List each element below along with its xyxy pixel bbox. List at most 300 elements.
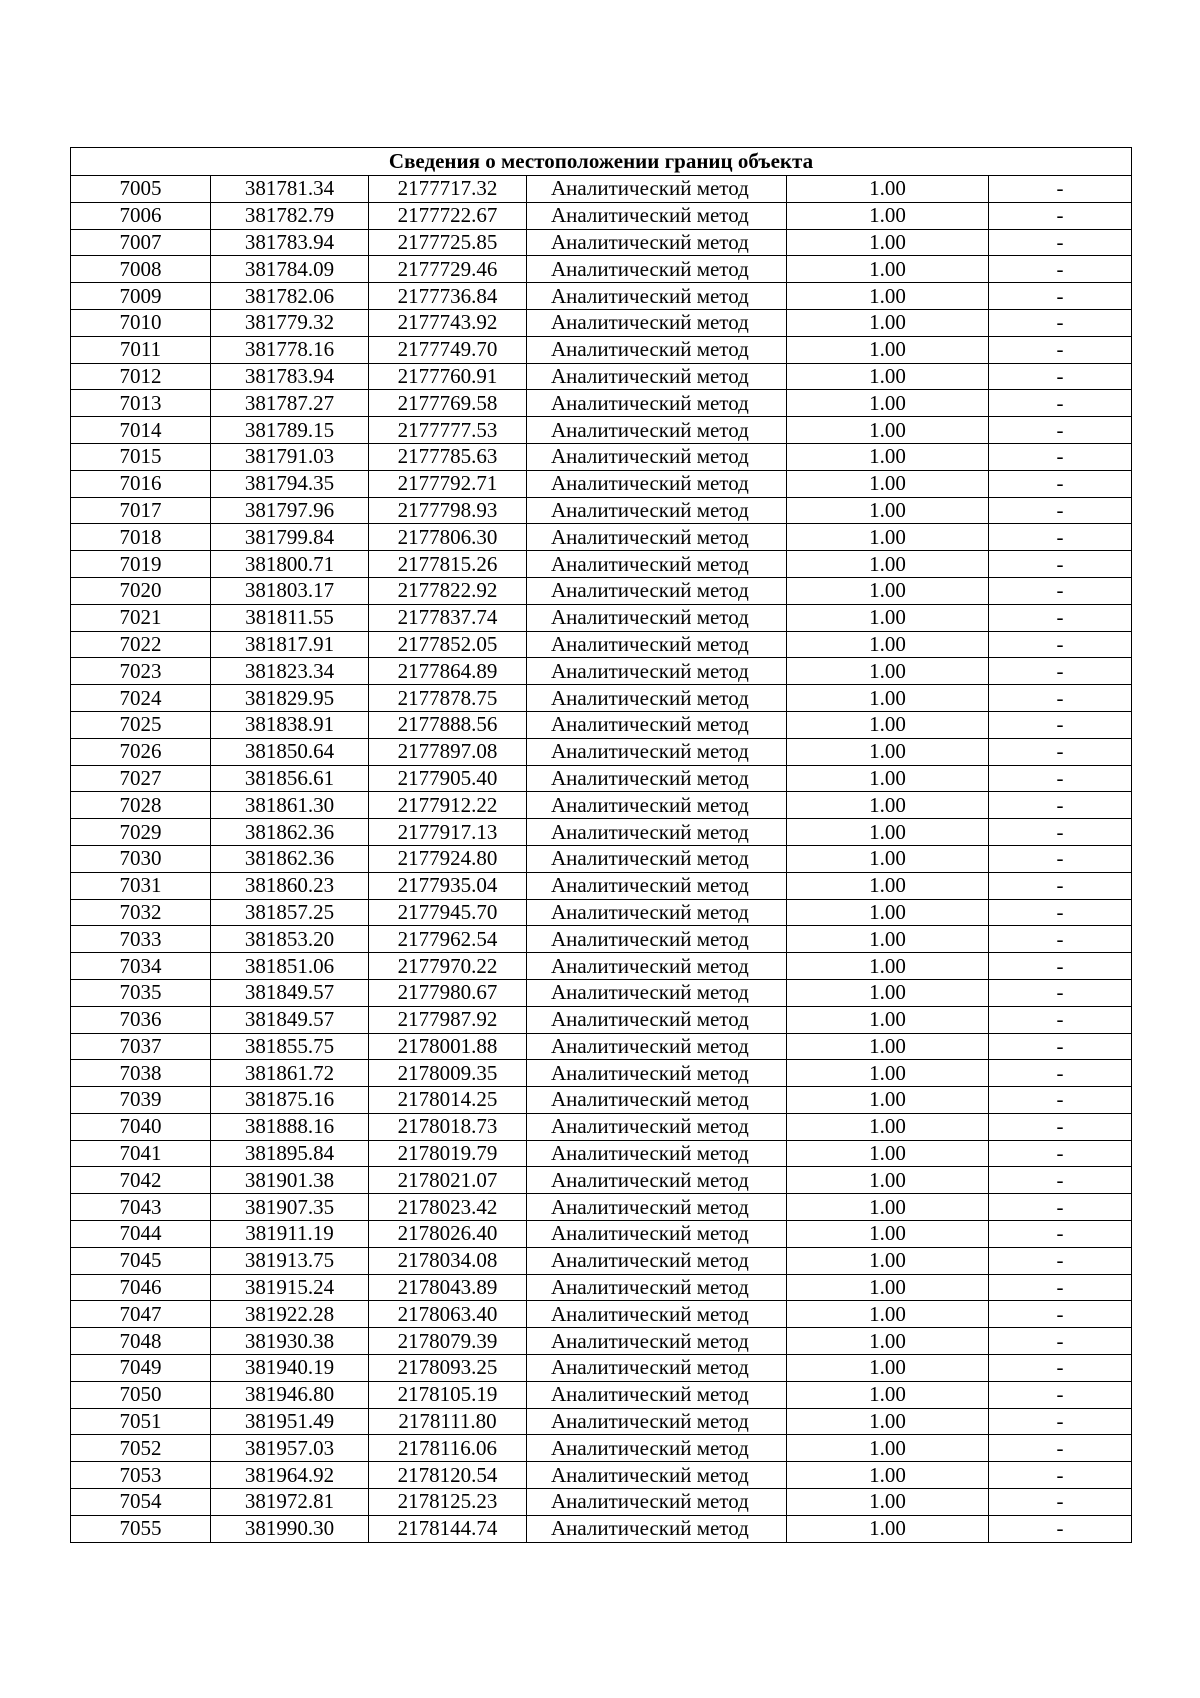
description-cell: - bbox=[989, 336, 1132, 363]
y-coordinate-cell: 2178063.40 bbox=[369, 1301, 527, 1328]
accuracy-cell: 1.00 bbox=[787, 1033, 989, 1060]
y-coordinate-cell: 2178018.73 bbox=[369, 1113, 527, 1140]
y-coordinate-cell: 2178019.79 bbox=[369, 1140, 527, 1167]
point-number-cell: 7048 bbox=[71, 1328, 211, 1355]
accuracy-cell: 1.00 bbox=[787, 631, 989, 658]
y-coordinate-cell: 2177987.92 bbox=[369, 1006, 527, 1033]
accuracy-cell: 1.00 bbox=[787, 658, 989, 685]
table-row bbox=[71, 1515, 1132, 1542]
point-number-cell: 7052 bbox=[71, 1435, 211, 1462]
accuracy-cell: 1.00 bbox=[787, 577, 989, 604]
table-row bbox=[71, 1435, 1132, 1462]
x-coordinate-cell: 381817.91 bbox=[211, 631, 369, 658]
description-cell: - bbox=[989, 417, 1132, 444]
method-cell: Аналитический метод bbox=[527, 926, 787, 953]
description-cell: - bbox=[989, 1381, 1132, 1408]
point-number-cell: 7039 bbox=[71, 1087, 211, 1114]
description-cell: - bbox=[989, 283, 1132, 310]
method-cell: Аналитический метод bbox=[527, 711, 787, 738]
y-coordinate-cell: 2177806.30 bbox=[369, 524, 527, 551]
y-coordinate-cell: 2178043.89 bbox=[369, 1274, 527, 1301]
y-coordinate-cell: 2178026.40 bbox=[369, 1221, 527, 1248]
point-number-cell: 7037 bbox=[71, 1033, 211, 1060]
method-cell: Аналитический метод bbox=[527, 685, 787, 712]
y-coordinate-cell: 2177769.58 bbox=[369, 390, 527, 417]
x-coordinate-cell: 381811.55 bbox=[211, 604, 369, 631]
y-coordinate-cell: 2177743.92 bbox=[369, 309, 527, 336]
point-number-cell: 7053 bbox=[71, 1462, 211, 1489]
description-cell: - bbox=[989, 738, 1132, 765]
description-cell: - bbox=[989, 604, 1132, 631]
method-cell: Аналитический метод bbox=[527, 1301, 787, 1328]
x-coordinate-cell: 381964.92 bbox=[211, 1462, 369, 1489]
description-cell: - bbox=[989, 792, 1132, 819]
point-number-cell: 7017 bbox=[71, 497, 211, 524]
x-coordinate-cell: 381851.06 bbox=[211, 953, 369, 980]
y-coordinate-cell: 2178125.23 bbox=[369, 1489, 527, 1516]
table-row bbox=[71, 1355, 1132, 1382]
point-number-cell: 7047 bbox=[71, 1301, 211, 1328]
y-coordinate-cell: 2177935.04 bbox=[369, 872, 527, 899]
method-cell: Аналитический метод bbox=[527, 1435, 787, 1462]
x-coordinate-cell: 381972.81 bbox=[211, 1489, 369, 1516]
description-cell: - bbox=[989, 1301, 1132, 1328]
table-row bbox=[71, 1408, 1132, 1435]
accuracy-cell: 1.00 bbox=[787, 765, 989, 792]
x-coordinate-cell: 381781.34 bbox=[211, 176, 369, 203]
method-cell: Аналитический метод bbox=[527, 1033, 787, 1060]
y-coordinate-cell: 2177924.80 bbox=[369, 845, 527, 872]
point-number-cell: 7020 bbox=[71, 577, 211, 604]
y-coordinate-cell: 2178021.07 bbox=[369, 1167, 527, 1194]
point-number-cell: 7028 bbox=[71, 792, 211, 819]
table-row bbox=[71, 1060, 1132, 1087]
accuracy-cell: 1.00 bbox=[787, 792, 989, 819]
x-coordinate-cell: 381794.35 bbox=[211, 470, 369, 497]
description-cell: - bbox=[989, 390, 1132, 417]
accuracy-cell: 1.00 bbox=[787, 1462, 989, 1489]
description-cell: - bbox=[989, 1113, 1132, 1140]
method-cell: Аналитический метод bbox=[527, 1462, 787, 1489]
x-coordinate-cell: 381778.16 bbox=[211, 336, 369, 363]
x-coordinate-cell: 381853.20 bbox=[211, 926, 369, 953]
x-coordinate-cell: 381930.38 bbox=[211, 1328, 369, 1355]
table-row bbox=[71, 792, 1132, 819]
method-cell: Аналитический метод bbox=[527, 631, 787, 658]
table-row bbox=[71, 1194, 1132, 1221]
method-cell: Аналитический метод bbox=[527, 443, 787, 470]
accuracy-cell: 1.00 bbox=[787, 1113, 989, 1140]
table-row bbox=[71, 819, 1132, 846]
accuracy-cell: 1.00 bbox=[787, 738, 989, 765]
method-cell: Аналитический метод bbox=[527, 470, 787, 497]
point-number-cell: 7044 bbox=[71, 1221, 211, 1248]
y-coordinate-cell: 2178105.19 bbox=[369, 1381, 527, 1408]
x-coordinate-cell: 381855.75 bbox=[211, 1033, 369, 1060]
x-coordinate-cell: 381862.36 bbox=[211, 819, 369, 846]
y-coordinate-cell: 2178034.08 bbox=[369, 1247, 527, 1274]
description-cell: - bbox=[989, 658, 1132, 685]
y-coordinate-cell: 2177852.05 bbox=[369, 631, 527, 658]
point-number-cell: 7024 bbox=[71, 685, 211, 712]
method-cell: Аналитический метод bbox=[527, 765, 787, 792]
method-cell: Аналитический метод bbox=[527, 604, 787, 631]
description-cell: - bbox=[989, 1462, 1132, 1489]
accuracy-cell: 1.00 bbox=[787, 1515, 989, 1542]
point-number-cell: 7018 bbox=[71, 524, 211, 551]
accuracy-cell: 1.00 bbox=[787, 926, 989, 953]
method-cell: Аналитический метод bbox=[527, 551, 787, 578]
accuracy-cell: 1.00 bbox=[787, 1167, 989, 1194]
accuracy-cell: 1.00 bbox=[787, 256, 989, 283]
accuracy-cell: 1.00 bbox=[787, 309, 989, 336]
method-cell: Аналитический метод bbox=[527, 872, 787, 899]
method-cell: Аналитический метод bbox=[527, 336, 787, 363]
method-cell: Аналитический метод bbox=[527, 1221, 787, 1248]
accuracy-cell: 1.00 bbox=[787, 1140, 989, 1167]
table-row bbox=[71, 1381, 1132, 1408]
accuracy-cell: 1.00 bbox=[787, 604, 989, 631]
y-coordinate-cell: 2177980.67 bbox=[369, 979, 527, 1006]
table-row bbox=[71, 845, 1132, 872]
point-number-cell: 7008 bbox=[71, 256, 211, 283]
point-number-cell: 7041 bbox=[71, 1140, 211, 1167]
method-cell: Аналитический метод bbox=[527, 176, 787, 203]
description-cell: - bbox=[989, 1221, 1132, 1248]
y-coordinate-cell: 2177777.53 bbox=[369, 417, 527, 444]
x-coordinate-cell: 381951.49 bbox=[211, 1408, 369, 1435]
description-cell: - bbox=[989, 872, 1132, 899]
point-number-cell: 7055 bbox=[71, 1515, 211, 1542]
x-coordinate-cell: 381787.27 bbox=[211, 390, 369, 417]
y-coordinate-cell: 2177905.40 bbox=[369, 765, 527, 792]
table-row bbox=[71, 470, 1132, 497]
accuracy-cell: 1.00 bbox=[787, 1408, 989, 1435]
y-coordinate-cell: 2178009.35 bbox=[369, 1060, 527, 1087]
method-cell: Аналитический метод bbox=[527, 1247, 787, 1274]
description-cell: - bbox=[989, 765, 1132, 792]
description-cell: - bbox=[989, 176, 1132, 203]
y-coordinate-cell: 2178111.80 bbox=[369, 1408, 527, 1435]
description-cell: - bbox=[989, 1167, 1132, 1194]
table-row bbox=[71, 1140, 1132, 1167]
y-coordinate-cell: 2177736.84 bbox=[369, 283, 527, 310]
point-number-cell: 7014 bbox=[71, 417, 211, 444]
method-cell: Аналитический метод bbox=[527, 283, 787, 310]
point-number-cell: 7026 bbox=[71, 738, 211, 765]
point-number-cell: 7036 bbox=[71, 1006, 211, 1033]
table-row bbox=[71, 1489, 1132, 1516]
point-number-cell: 7016 bbox=[71, 470, 211, 497]
x-coordinate-cell: 381895.84 bbox=[211, 1140, 369, 1167]
description-cell: - bbox=[989, 1247, 1132, 1274]
x-coordinate-cell: 381888.16 bbox=[211, 1113, 369, 1140]
accuracy-cell: 1.00 bbox=[787, 1221, 989, 1248]
point-number-cell: 7012 bbox=[71, 363, 211, 390]
description-cell: - bbox=[989, 631, 1132, 658]
table-row bbox=[71, 1167, 1132, 1194]
y-coordinate-cell: 2177917.13 bbox=[369, 819, 527, 846]
boundary-coordinates-table bbox=[70, 147, 1132, 1543]
table-row bbox=[71, 283, 1132, 310]
x-coordinate-cell: 381860.23 bbox=[211, 872, 369, 899]
method-cell: Аналитический метод bbox=[527, 363, 787, 390]
table-row bbox=[71, 229, 1132, 256]
method-cell: Аналитический метод bbox=[527, 1140, 787, 1167]
x-coordinate-cell: 381829.95 bbox=[211, 685, 369, 712]
y-coordinate-cell: 2178093.25 bbox=[369, 1355, 527, 1382]
table-row bbox=[71, 1033, 1132, 1060]
y-coordinate-cell: 2177729.46 bbox=[369, 256, 527, 283]
x-coordinate-cell: 381907.35 bbox=[211, 1194, 369, 1221]
accuracy-cell: 1.00 bbox=[787, 1301, 989, 1328]
point-number-cell: 7025 bbox=[71, 711, 211, 738]
table-row bbox=[71, 1006, 1132, 1033]
table-row bbox=[71, 926, 1132, 953]
accuracy-cell: 1.00 bbox=[787, 953, 989, 980]
y-coordinate-cell: 2178014.25 bbox=[369, 1087, 527, 1114]
method-cell: Аналитический метод bbox=[527, 658, 787, 685]
table-row bbox=[71, 658, 1132, 685]
x-coordinate-cell: 381784.09 bbox=[211, 256, 369, 283]
table-row bbox=[71, 524, 1132, 551]
point-number-cell: 7013 bbox=[71, 390, 211, 417]
accuracy-cell: 1.00 bbox=[787, 845, 989, 872]
table-row bbox=[71, 1274, 1132, 1301]
y-coordinate-cell: 2177792.71 bbox=[369, 470, 527, 497]
method-cell: Аналитический метод bbox=[527, 202, 787, 229]
y-coordinate-cell: 2177864.89 bbox=[369, 658, 527, 685]
y-coordinate-cell: 2177837.74 bbox=[369, 604, 527, 631]
table-row bbox=[71, 631, 1132, 658]
description-cell: - bbox=[989, 470, 1132, 497]
description-cell: - bbox=[989, 845, 1132, 872]
method-cell: Аналитический метод bbox=[527, 390, 787, 417]
table-row bbox=[71, 872, 1132, 899]
description-cell: - bbox=[989, 685, 1132, 712]
table-row bbox=[71, 443, 1132, 470]
point-number-cell: 7031 bbox=[71, 872, 211, 899]
method-cell: Аналитический метод bbox=[527, 1328, 787, 1355]
method-cell: Аналитический метод bbox=[527, 1167, 787, 1194]
y-coordinate-cell: 2177897.08 bbox=[369, 738, 527, 765]
point-number-cell: 7023 bbox=[71, 658, 211, 685]
table-row bbox=[71, 604, 1132, 631]
table-row bbox=[71, 1247, 1132, 1274]
point-number-cell: 7010 bbox=[71, 309, 211, 336]
method-cell: Аналитический метод bbox=[527, 1408, 787, 1435]
x-coordinate-cell: 381849.57 bbox=[211, 1006, 369, 1033]
method-cell: Аналитический метод bbox=[527, 256, 787, 283]
y-coordinate-cell: 2177970.22 bbox=[369, 953, 527, 980]
y-coordinate-cell: 2178144.74 bbox=[369, 1515, 527, 1542]
table-row bbox=[71, 1113, 1132, 1140]
description-cell: - bbox=[989, 1006, 1132, 1033]
description-cell: - bbox=[989, 819, 1132, 846]
x-coordinate-cell: 381875.16 bbox=[211, 1087, 369, 1114]
method-cell: Аналитический метод bbox=[527, 1355, 787, 1382]
description-cell: - bbox=[989, 926, 1132, 953]
point-number-cell: 7019 bbox=[71, 551, 211, 578]
description-cell: - bbox=[989, 979, 1132, 1006]
method-cell: Аналитический метод bbox=[527, 1113, 787, 1140]
y-coordinate-cell: 2178023.42 bbox=[369, 1194, 527, 1221]
table-row bbox=[71, 309, 1132, 336]
x-coordinate-cell: 381803.17 bbox=[211, 577, 369, 604]
x-coordinate-cell: 381789.15 bbox=[211, 417, 369, 444]
description-cell: - bbox=[989, 443, 1132, 470]
x-coordinate-cell: 381783.94 bbox=[211, 229, 369, 256]
table-row bbox=[71, 363, 1132, 390]
description-cell: - bbox=[989, 1087, 1132, 1114]
point-number-cell: 7046 bbox=[71, 1274, 211, 1301]
accuracy-cell: 1.00 bbox=[787, 711, 989, 738]
method-cell: Аналитический метод bbox=[527, 497, 787, 524]
point-number-cell: 7007 bbox=[71, 229, 211, 256]
accuracy-cell: 1.00 bbox=[787, 1274, 989, 1301]
method-cell: Аналитический метод bbox=[527, 738, 787, 765]
method-cell: Аналитический метод bbox=[527, 1381, 787, 1408]
table-row bbox=[71, 551, 1132, 578]
table-row bbox=[71, 202, 1132, 229]
y-coordinate-cell: 2178120.54 bbox=[369, 1462, 527, 1489]
x-coordinate-cell: 381856.61 bbox=[211, 765, 369, 792]
accuracy-cell: 1.00 bbox=[787, 283, 989, 310]
point-number-cell: 7009 bbox=[71, 283, 211, 310]
accuracy-cell: 1.00 bbox=[787, 524, 989, 551]
method-cell: Аналитический метод bbox=[527, 229, 787, 256]
accuracy-cell: 1.00 bbox=[787, 1087, 989, 1114]
description-cell: - bbox=[989, 551, 1132, 578]
x-coordinate-cell: 381791.03 bbox=[211, 443, 369, 470]
accuracy-cell: 1.00 bbox=[787, 1489, 989, 1516]
y-coordinate-cell: 2177912.22 bbox=[369, 792, 527, 819]
description-cell: - bbox=[989, 1435, 1132, 1462]
method-cell: Аналитический метод bbox=[527, 819, 787, 846]
x-coordinate-cell: 381779.32 bbox=[211, 309, 369, 336]
point-number-cell: 7042 bbox=[71, 1167, 211, 1194]
table-row bbox=[71, 577, 1132, 604]
point-number-cell: 7050 bbox=[71, 1381, 211, 1408]
y-coordinate-cell: 2178079.39 bbox=[369, 1328, 527, 1355]
point-number-cell: 7030 bbox=[71, 845, 211, 872]
description-cell: - bbox=[989, 1060, 1132, 1087]
accuracy-cell: 1.00 bbox=[787, 443, 989, 470]
description-cell: - bbox=[989, 1274, 1132, 1301]
table-row bbox=[71, 1462, 1132, 1489]
accuracy-cell: 1.00 bbox=[787, 685, 989, 712]
accuracy-cell: 1.00 bbox=[787, 176, 989, 203]
accuracy-cell: 1.00 bbox=[787, 819, 989, 846]
accuracy-cell: 1.00 bbox=[787, 497, 989, 524]
accuracy-cell: 1.00 bbox=[787, 363, 989, 390]
method-cell: Аналитический метод bbox=[527, 1274, 787, 1301]
accuracy-cell: 1.00 bbox=[787, 1328, 989, 1355]
x-coordinate-cell: 381799.84 bbox=[211, 524, 369, 551]
table-row bbox=[71, 497, 1132, 524]
y-coordinate-cell: 2177725.85 bbox=[369, 229, 527, 256]
point-number-cell: 7032 bbox=[71, 899, 211, 926]
x-coordinate-cell: 381862.36 bbox=[211, 845, 369, 872]
table-row bbox=[71, 1221, 1132, 1248]
point-number-cell: 7022 bbox=[71, 631, 211, 658]
point-number-cell: 7043 bbox=[71, 1194, 211, 1221]
x-coordinate-cell: 381946.80 bbox=[211, 1381, 369, 1408]
method-cell: Аналитический метод bbox=[527, 1194, 787, 1221]
accuracy-cell: 1.00 bbox=[787, 1194, 989, 1221]
x-coordinate-cell: 381823.34 bbox=[211, 658, 369, 685]
y-coordinate-cell: 2177815.26 bbox=[369, 551, 527, 578]
x-coordinate-cell: 381857.25 bbox=[211, 899, 369, 926]
table-row bbox=[71, 1301, 1132, 1328]
accuracy-cell: 1.00 bbox=[787, 1247, 989, 1274]
x-coordinate-cell: 381990.30 bbox=[211, 1515, 369, 1542]
table-row bbox=[71, 953, 1132, 980]
description-cell: - bbox=[989, 711, 1132, 738]
x-coordinate-cell: 381850.64 bbox=[211, 738, 369, 765]
x-coordinate-cell: 381783.94 bbox=[211, 363, 369, 390]
point-number-cell: 7045 bbox=[71, 1247, 211, 1274]
y-coordinate-cell: 2177722.67 bbox=[369, 202, 527, 229]
point-number-cell: 7034 bbox=[71, 953, 211, 980]
point-number-cell: 7027 bbox=[71, 765, 211, 792]
table-row bbox=[71, 711, 1132, 738]
method-cell: Аналитический метод bbox=[527, 577, 787, 604]
x-coordinate-cell: 381901.38 bbox=[211, 1167, 369, 1194]
description-cell: - bbox=[989, 1355, 1132, 1382]
description-cell: - bbox=[989, 899, 1132, 926]
accuracy-cell: 1.00 bbox=[787, 202, 989, 229]
x-coordinate-cell: 381838.91 bbox=[211, 711, 369, 738]
point-number-cell: 7033 bbox=[71, 926, 211, 953]
y-coordinate-cell: 2177785.63 bbox=[369, 443, 527, 470]
description-cell: - bbox=[989, 524, 1132, 551]
y-coordinate-cell: 2177878.75 bbox=[369, 685, 527, 712]
point-number-cell: 7049 bbox=[71, 1355, 211, 1382]
x-coordinate-cell: 381911.19 bbox=[211, 1221, 369, 1248]
table-row bbox=[71, 685, 1132, 712]
table-row bbox=[71, 765, 1132, 792]
x-coordinate-cell: 381849.57 bbox=[211, 979, 369, 1006]
point-number-cell: 7038 bbox=[71, 1060, 211, 1087]
x-coordinate-cell: 381940.19 bbox=[211, 1355, 369, 1382]
description-cell: - bbox=[989, 1489, 1132, 1516]
method-cell: Аналитический метод bbox=[527, 1060, 787, 1087]
x-coordinate-cell: 381782.06 bbox=[211, 283, 369, 310]
table-row bbox=[71, 1328, 1132, 1355]
accuracy-cell: 1.00 bbox=[787, 336, 989, 363]
table-row bbox=[71, 336, 1132, 363]
description-cell: - bbox=[989, 1408, 1132, 1435]
accuracy-cell: 1.00 bbox=[787, 551, 989, 578]
description-cell: - bbox=[989, 1328, 1132, 1355]
x-coordinate-cell: 381797.96 bbox=[211, 497, 369, 524]
accuracy-cell: 1.00 bbox=[787, 229, 989, 256]
method-cell: Аналитический метод bbox=[527, 845, 787, 872]
table-row bbox=[71, 390, 1132, 417]
accuracy-cell: 1.00 bbox=[787, 1006, 989, 1033]
y-coordinate-cell: 2177822.92 bbox=[369, 577, 527, 604]
point-number-cell: 7040 bbox=[71, 1113, 211, 1140]
description-cell: - bbox=[989, 1140, 1132, 1167]
table-row bbox=[71, 979, 1132, 1006]
description-cell: - bbox=[989, 1194, 1132, 1221]
x-coordinate-cell: 381861.30 bbox=[211, 792, 369, 819]
y-coordinate-cell: 2177945.70 bbox=[369, 899, 527, 926]
y-coordinate-cell: 2177798.93 bbox=[369, 497, 527, 524]
method-cell: Аналитический метод bbox=[527, 953, 787, 980]
description-cell: - bbox=[989, 577, 1132, 604]
